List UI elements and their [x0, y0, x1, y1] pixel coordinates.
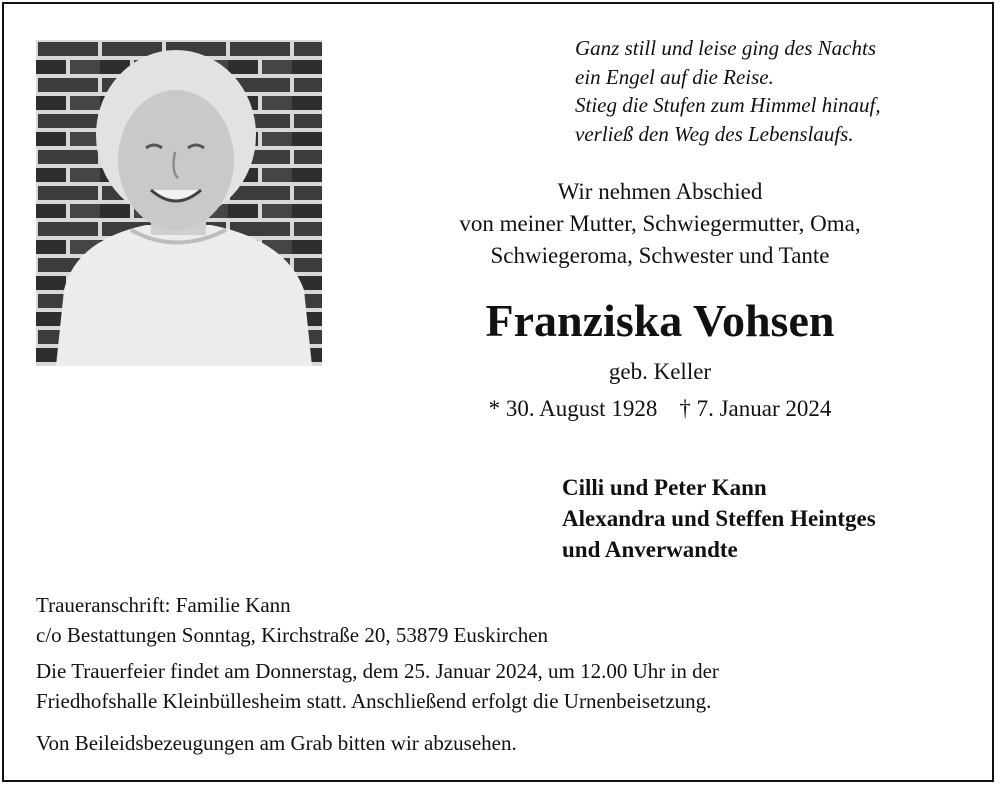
condolence-note: Von Beileidsbezeugungen am Grab bitten wir abzusehen. [36, 731, 517, 755]
mourning-address [36, 590, 548, 650]
portrait-photo-icon [36, 40, 322, 366]
intro-line: von meiner Mutter, Schwiegermutter, Oma, [459, 211, 861, 236]
ceremony-info [36, 656, 719, 716]
death-date: † 7. Januar 2024 [679, 396, 832, 421]
mourner-line: und Anverwandte [562, 537, 738, 562]
address-line: c/o Bestattungen Sonntag, Kirchstraße 20, 53879 Euskirchen [36, 623, 549, 647]
poem-line: Ganz still und leise ging des Nachts [575, 36, 876, 60]
farewell-intro [405, 176, 915, 272]
poem [575, 34, 881, 148]
poem-line: Stieg die Stufen zum Himmel hinauf, [575, 93, 881, 117]
mourners-list [562, 472, 876, 565]
maiden-name: geb. Keller [608, 359, 712, 384]
address-line: Traueranschrift: Familie Kann [36, 593, 291, 617]
life-dates [405, 393, 915, 425]
mourner-line: Cilli und Peter Kann [562, 475, 767, 500]
ceremony-line: Friedhofshalle Kleinbüllesheim statt. Anschließend erfolgt die Urnenbeisetzung. [36, 689, 712, 713]
deceased-name: Franziska Vohsen [485, 295, 835, 346]
mourner-line: Alexandra und Steffen Heintges [562, 506, 876, 531]
poem-line: ein Engel auf die Reise. [575, 64, 774, 89]
poem-line: verließ den Weg des Lebenslaufs. [575, 121, 854, 146]
birth-date: * 30. August 1928 [488, 396, 658, 421]
ceremony-line: Die Trauerfeier findet am Donnerstag, dem 25. Januar 2024, um 12.00 Uhr in der [36, 659, 719, 683]
intro-line: Schwiegeroma, Schwester und Tante [490, 243, 830, 268]
intro-line: Wir nehmen Abschied [557, 179, 763, 204]
